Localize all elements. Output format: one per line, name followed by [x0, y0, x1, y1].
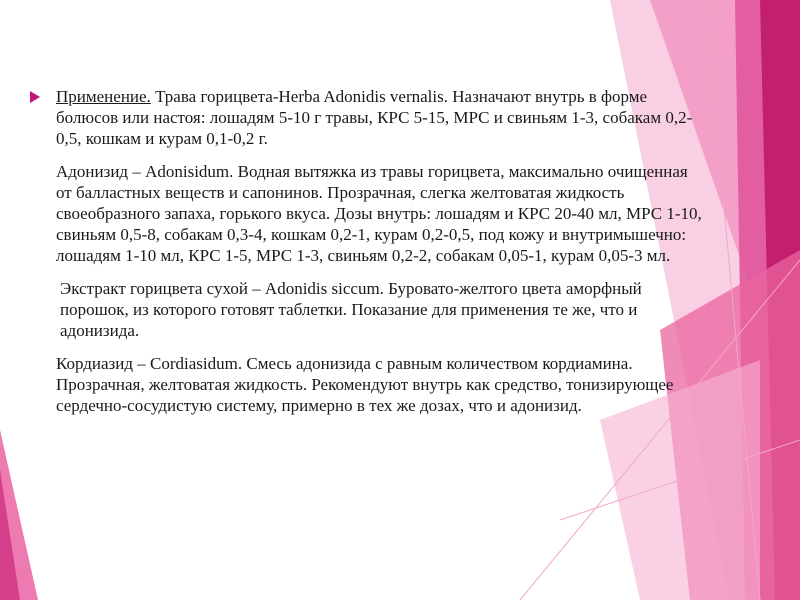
- paragraph-cordiasidum: Кордиазид – Cordiasidum. Смесь адонизида с равным количеством кордиамина. Прозрачная, желтоватая жидкость. Рекомендуют внутрь как средство, тонизирующее сердечно-сосудистую систему, примерно в тех же дозах, что и адонизид.: [56, 354, 674, 415]
- triangle-bullet-icon: [30, 91, 40, 103]
- slide-content: [56, 86, 706, 428]
- paragraph-adonisidum: Адонизид – Adonisidum. Водная вытяжка из травы горицвета, максимально очищенная от балластных веществ и сапонинов. Прозрачная, слегка желтоватая жидкость своеобразного запаха, горького вкуса. Дозы внутрь: лошадям и КРС 20-40 мл, МРС 1-10, свиньям 0,5-8, собакам 0,3-4, кошкам 0,2-1, курам 0,2-0,5, под кожу и внутримышечно: лошадям 1-10 мл, КРС 1-5, МРС 1-3, свиньям 0,2-2, собакам 0,05-1, курам 0,05-3 мл.: [56, 162, 702, 265]
- paragraph-application: [56, 86, 706, 149]
- application-text: Трава горицвета-Herba Adonidis vernalis. Назначают внутрь в форме болюсов или настоя: лошадям 5-10 г травы, КРС 5-15, МРС и свиньям 1-3, собакам 0,2-0,5, кошкам и курам 0,1-0,2 г.: [56, 87, 693, 148]
- paragraph-extract: Экстракт горицвета сухой – Adonidis siccum. Буровато-желтого цвета аморфный порошок, из которого готовят таблетки. Показание для применения те же, что и адонизида.: [60, 279, 642, 340]
- application-heading: Применение.: [56, 87, 151, 106]
